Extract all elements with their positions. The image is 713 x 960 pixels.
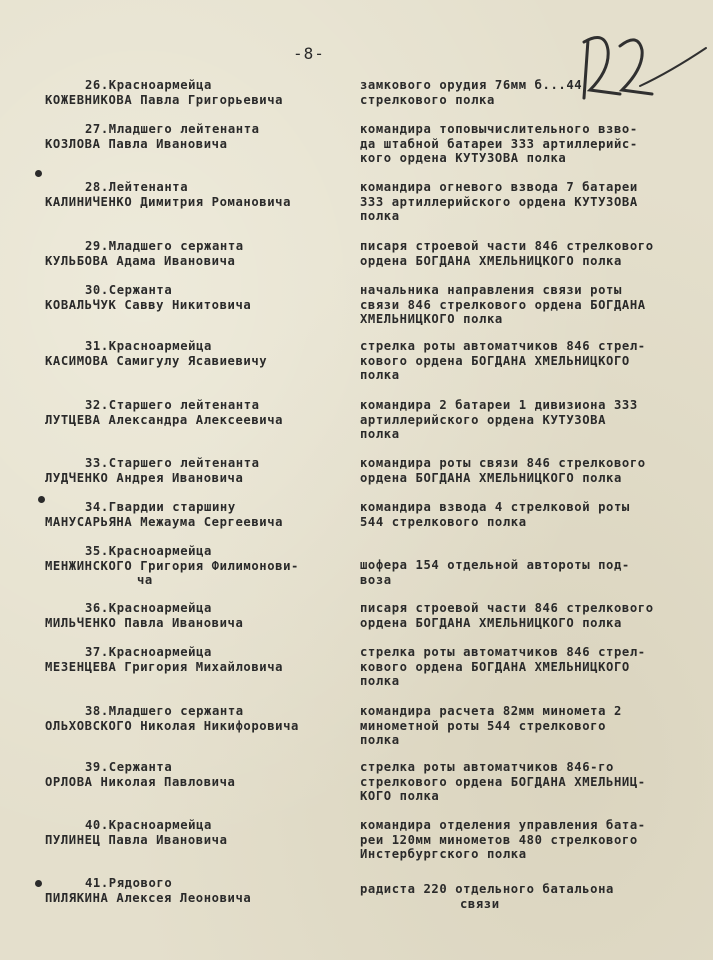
entry-name: МЕЗЕНЦЕВА Григория Михайловича xyxy=(45,659,284,674)
entry-position-line: командира взвода 4 стрелковой роты xyxy=(360,500,630,514)
entry-rank: 31.Красноармейца xyxy=(85,339,212,353)
entry-position-line: стрелка роты автоматчиков 846 стрел- xyxy=(360,339,646,353)
entry-rank: 39.Сержанта xyxy=(85,760,173,774)
punch-hole xyxy=(35,170,42,177)
entry-rank: 36.Красноармейца xyxy=(85,601,212,615)
entry-position-line: 544 стрелкового полка xyxy=(360,514,527,529)
entry-name: КАЛИНИЧЕНКО Димитрия Романовича xyxy=(45,194,292,209)
entry-name: ЛУТЦЕВА Александра Алексеевича xyxy=(45,412,284,427)
punch-hole xyxy=(38,496,45,503)
entry-name: ОЛЬХОВСКОГО Николая Никифоровича xyxy=(45,718,299,733)
entry-name: КОЖЕВНИКОВА Павла Григорьевича xyxy=(45,92,284,107)
entry-position-line: связи xyxy=(460,896,500,911)
entry-rank: 41.Рядового xyxy=(85,876,173,890)
entry-position-line: полка xyxy=(360,368,400,382)
entry-rank: 35.Красноармейца xyxy=(85,544,212,558)
entry-position-line: воза xyxy=(360,572,392,587)
entry-position-line: связи 846 стрелкового ордена БОГДАНА xyxy=(360,297,646,312)
entry-position-line: стрелкового ордена БОГДАНА ХМЕЛЬНИЦ- xyxy=(360,774,646,789)
entry-position-line: ордена БОГДАНА ХМЕЛЬНИЦКОГО полка xyxy=(360,470,622,485)
entry-name: КОВАЛЬЧУК Савву Никитовича xyxy=(45,297,252,312)
entry-position-line: ордена БОГДАНА ХМЕЛЬНИЦКОГО полка xyxy=(360,253,622,268)
entry-position-line: писаря строевой части 846 стрелкового xyxy=(360,239,654,253)
entry-position-line: ХМЕЛЬНИЦКОГО полка xyxy=(360,312,503,326)
entry-position-line: стрелка роты автоматчиков 846-го xyxy=(360,760,614,774)
entry-rank: 34.Гвардии старшину xyxy=(85,500,236,514)
entry-rank: 40.Красноармейца xyxy=(85,818,212,832)
entry-position-line: кого ордена КУТУЗОВА полка xyxy=(360,151,567,165)
entry-position-line: стрелка роты автоматчиков 846 стрел- xyxy=(360,645,646,659)
entry-position-line: полка xyxy=(360,427,400,441)
entry-position-line: КОГО полка xyxy=(360,789,440,803)
entry-name: МЕНЖИНСКОГО Григория Филимонови- xyxy=(45,558,299,573)
entry-position-line: Инстербургского полка xyxy=(360,847,527,861)
entry-position-line: ордена БОГДАНА ХМЕЛЬНИЦКОГО полка xyxy=(360,615,622,630)
entry-position-line: полка xyxy=(360,733,400,747)
entry-rank: 28.Лейтенанта xyxy=(85,180,189,194)
entry-rank: 32.Старшего лейтенанта xyxy=(85,398,260,412)
entry-rank: 37.Красноармейца xyxy=(85,645,212,659)
page-number: -8- xyxy=(293,44,325,63)
punch-hole xyxy=(35,880,42,887)
entry-rank: 29.Младшего сержанта xyxy=(85,239,244,253)
entry-position-line: реи 120мм минометов 480 стрелкового xyxy=(360,832,638,847)
entry-position-line: шофера 154 отдельной автороты под- xyxy=(360,558,630,572)
entry-position-line: радиста 220 отдельного батальона xyxy=(360,882,614,896)
entry-name: КУЛЬБОВА Адама Ивановича xyxy=(45,253,236,268)
entry-position-line: замкового орудия 76мм б...44 xyxy=(360,78,583,92)
entry-name: КОЗЛОВА Павла Ивановича xyxy=(45,136,228,151)
entry-position-line: командира отделения управления бата- xyxy=(360,818,646,832)
entry-rank: 26.Красноармейца xyxy=(85,78,212,92)
entry-position-line: начальника направления связи роты xyxy=(360,283,622,297)
entry-name: МАНУСАРЬЯНА Межаума Сергеевича xyxy=(45,514,284,529)
entry-position-line: писаря строевой части 846 стрелкового xyxy=(360,601,654,615)
entry-position-line: полка xyxy=(360,674,400,688)
entry-position-line: минометной роты 544 стрелкового xyxy=(360,718,607,733)
entry-position-line: да штабной батареи 333 артиллерийс- xyxy=(360,136,638,151)
entry-position-line: полка xyxy=(360,209,400,223)
entry-position-line: командира роты связи 846 стрелкового xyxy=(360,456,646,470)
entry-rank: 27.Младшего лейтенанта xyxy=(85,122,260,136)
entry-position-line: кового ордена БОГДАНА ХМЕЛЬНИЦКОГО xyxy=(360,659,630,674)
entry-position-line: стрелкового полка xyxy=(360,92,495,107)
handwritten-signature xyxy=(560,20,710,130)
entry-rank: 33.Старшего лейтенанта xyxy=(85,456,260,470)
entry-rank: 38.Младшего сержанта xyxy=(85,704,244,718)
entry-position-line: командира расчета 82мм миномета 2 xyxy=(360,704,622,718)
entry-name: МИЛЬЧЕНКО Павла Ивановича xyxy=(45,615,244,630)
entry-rank: 30.Сержанта xyxy=(85,283,173,297)
entry-position-line: командира огневого взвода 7 батареи xyxy=(360,180,638,194)
entry-position-line: кового ордена БОГДАНА ХМЕЛЬНИЦКОГО xyxy=(360,353,630,368)
entry-position-line: артиллерийского ордена КУТУЗОВА xyxy=(360,412,607,427)
entry-name: ПУЛИНЕЦ Павла Ивановича xyxy=(45,832,228,847)
entry-position-line: командира топовычислительного взво- xyxy=(360,122,638,136)
entry-name: ПИЛЯКИНА Алексея Леоновича xyxy=(45,890,252,905)
entry-name: ОРЛОВА Николая Павловича xyxy=(45,774,236,789)
entry-position-line: 333 артиллерийского ордена КУТУЗОВА xyxy=(360,194,638,209)
entry-name-continuation: ча xyxy=(137,573,153,587)
entry-position-line: командира 2 батареи 1 дивизиона 333 xyxy=(360,398,638,412)
entry-name: КАСИМОВА Самигулу Ясавиевичу xyxy=(45,353,268,368)
entry-name: ЛУДЧЕНКО Андрея Ивановича xyxy=(45,470,244,485)
